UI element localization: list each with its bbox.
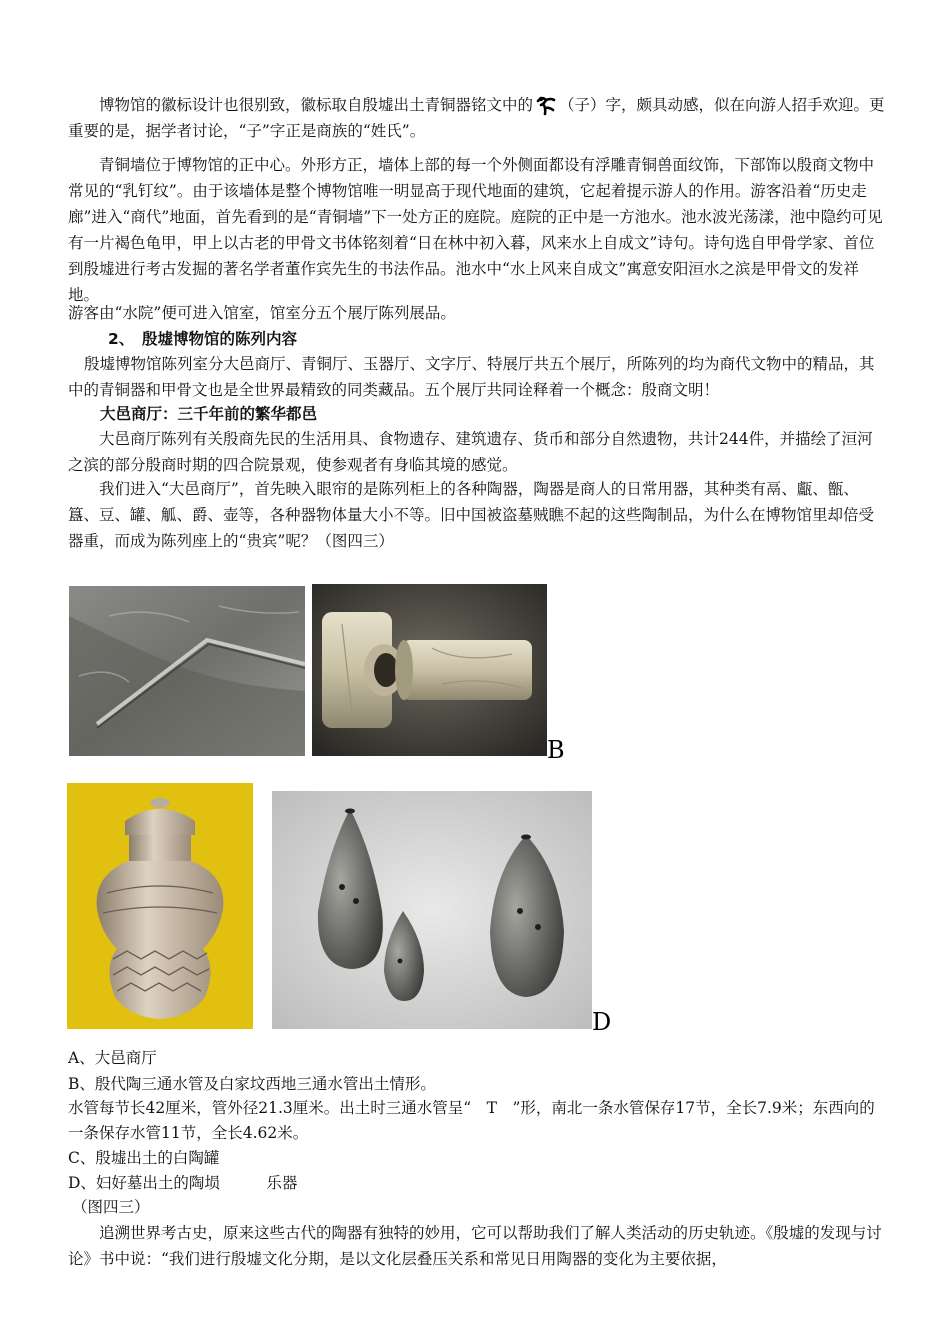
figure-label-b: B [547,736,565,764]
paragraph-water-court: 游客由“水院”便可进入馆室，馆室分五个展厅陈列展品。 [68,304,456,322]
figure-label-d: D [592,1008,612,1036]
figure-reference: （图四三） [72,1198,150,1216]
subheading-dayishang: 大邑商厅：三千年前的繁华都邑 [100,405,318,423]
caption-d: D、妇好墓出土的陶埙 乐器 [68,1174,298,1192]
paragraph-bronze-wall: 青铜墙位于博物馆的正中心。外形方正，墙体上部的每一个外侧面都设有浮雕青铜兽面纹饰，下部饰以殷商文物中常见的“乳钉纹”。由于该墙体是整个博物馆唯一明显高于现代地面的建筑，它起着提示游人的作用。游客沿着“历史走廊”进入“商代”地面，首先看到的是“青铜墙”下一处方正的庭院。庭院的正中是一方池水。池水波光荡漾，池中隐约可见有一片褐色龟甲，甲上以古老的甲骨文书体铭刻着“日在林中初入暮，风来水上自成文”诗句。诗句选自甲骨学家、首位到殷墟进行考古发掘的著名学者董作宾先生的书法作品。池水中“水上风来自成文”寓意安阳洹水之滨是甲骨文的发祥地。 [68,156,883,304]
photo-excavation-site [69,586,305,756]
paragraph-emblem-part2: （子）字，颇具动感，似在向游人招手欢迎。更重要的是，据学者讨论，“子”字正是商族的“姓氏”。 [68,96,885,140]
paragraph-dayishang: 大邑商厅陈列有关殷商先民的生活用具、食物遗存、建筑遗存、货币和部分自然遗物，共计244件，并描绘了洹河之滨的部分殷商时期的四合院景观，使参观者有身临其境的感觉。 [68,430,873,474]
photo-white-pottery-jar [67,783,253,1029]
caption-b-detail: 水管每节长42厘米，管外径21.3厘米。出土时三通水管呈“ T ”形，南北一条水管保存17节，全长7.9米；东西向的一条保存水管11节，全长4.62米。 [68,1099,875,1142]
paragraph-pottery: 我们进入“大邑商厅”，首先映入眼帘的是陈列柜上的各种陶器，陶器是商人的日常用器，其种类有鬲、甗、甑、簋、豆、罐、觚、爵、壶等，各种器物体量大小不等。旧中国被盗墓贼瞧不起的这些陶制品，为什么在博物馆里却倍受器重，而成为陈列座上的“贵宾”呢？（图四三） [68,480,875,550]
photo-pottery-xun [272,791,592,1029]
paragraph-archaeology: 追溯世界考古史，原来这些古代的陶器有独特的妙用，它可以帮助我们了解人类活动的历史轨迹。《殷墟的发现与讨论》书中说：“我们进行殷墟文化分期，是以文化层叠压关系和常见日用陶器的变化为主要依据， [68,1224,882,1268]
caption-a: A、大邑商厅 [68,1049,157,1067]
caption-c: C、殷墟出土的白陶罐 [68,1149,220,1167]
paragraph-emblem-part1: 博物馆的徽标设计也很别致，徽标取自殷墟出土青铜器铭文中的 [99,96,534,114]
paragraph-emblem [68,92,888,144]
photo-water-pipes [312,584,547,756]
zi-glyph-icon [535,94,557,116]
paragraph-exhibit-halls: 殷墟博物馆陈列室分大邑商厅、青铜厅、玉器厅、文字厅、特展厅共五个展厅，所陈列的均为商代文物中的精品，其中的青铜器和甲骨文也是全世界最精致的同类藏品。五个展厅共同诠释着一个概念：殷商文明！ [68,355,875,399]
caption-b: B、殷代陶三通水管及白家坟西地三通水管出土情形。 [68,1075,436,1093]
section-heading-exhibits: 2、 殷墟博物馆的陈列内容 [108,330,298,348]
